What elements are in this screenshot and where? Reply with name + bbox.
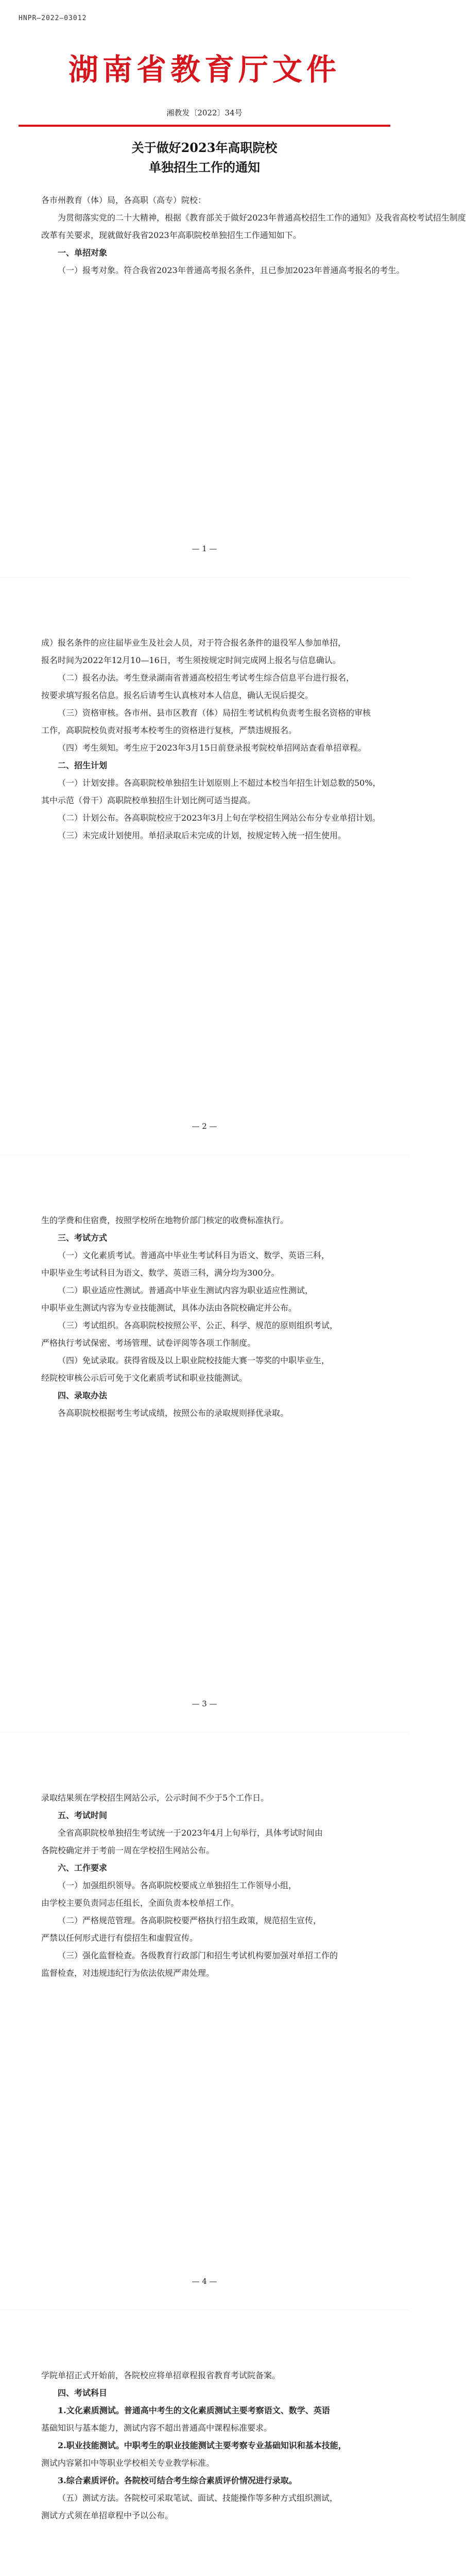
paragraph-line: 监督检查，对违规违纪行为依法依规严肃处理。: [41, 1968, 215, 1978]
paragraph-line: 改革有关要求，现就做好我省2023年高职院校单独招生工作通知如下。: [41, 230, 301, 240]
paragraph-line: 全省高职院校单独招生考试统一于2023年4月上旬举行，具体考试时间由: [58, 1828, 323, 1838]
document-page: [0, 577, 409, 1155]
paragraph-line: 其中示范（骨干）高职院校单独招生计划比例可适当提高。: [41, 795, 256, 805]
paragraph-line: 报名时间为2022年12月10—16日，考生须按规定时间完成网上报名与信息确认。: [41, 655, 341, 665]
section-heading: 三、考试方式: [58, 1233, 108, 1243]
paragraph-line: 测试方式须在单招章程中予以公布。: [41, 2511, 174, 2520]
document-page: [0, 1155, 409, 1732]
paragraph-line: 1.文化素质测试。普通高中考生的文化素质测试主要考察语文、数学、英语: [58, 2405, 330, 2415]
page-body: [41, 2367, 368, 2524]
section-heading: 四、考试科目: [58, 2388, 108, 2398]
red-divider-rule: [19, 125, 390, 127]
masthead-title: 湖南省教育厅文件: [68, 52, 340, 87]
paragraph-line: （二）计划公布。各高职院校应于2023年3月上旬在学校招生网站公布分专业单招计划。: [58, 813, 381, 823]
page-body: [41, 634, 381, 844]
document-page: [0, 0, 466, 577]
paragraph-line: （五）测试方法。各院校可采取笔试、面试、技能操作等多种方式组织测试，: [58, 2493, 338, 2503]
paragraph-line: 录取结果须在学校招生网站公示，公示时间不少于5个工作日。: [41, 1793, 269, 1803]
section-heading: 一、单招对象: [58, 248, 108, 258]
paragraph-line: 严格执行考试保密、考场管理、试卷评阅等各项工作制度。: [41, 1338, 256, 1348]
paragraph-line: （四）考生须知。考生应于2023年3月15日前登录报考院校单招网站查看单招章程。: [58, 743, 367, 753]
paragraph-line: 经院校审核公示后可免于文化素质考试和职业技能测试。: [41, 1373, 248, 1383]
page-number: — 4 —: [192, 2277, 217, 2286]
paragraph-line: 学院单招正式开始前，各院校应将单招章程报省教育考试院备案。: [41, 2370, 281, 2380]
section-heading: 四、录取办法: [58, 1391, 108, 1400]
paragraph-line: 按要求填写报名信息。报名后请考生认真核对本人信息，确认无误后提交。: [41, 690, 314, 700]
section-heading: 二、招生计划: [58, 760, 108, 770]
paragraph-line: （三）未完成计划使用。单招录取后未完成的计划，按规定转入统一招生使用。: [58, 831, 347, 840]
paragraph-line: 生的学费和住宿费，按照学校所在地物价部门核定的收费标准执行。: [41, 1215, 289, 1225]
paragraph-line: 工作，高职院校负责对报考本校考生的资格进行复核，严禁违规报名。: [41, 725, 297, 735]
paragraph-line: 为贯彻落实党的二十大精神，根据《教育部关于做好2023年普通高校招生工作的通知》及我省高校考试招生制度: [58, 213, 466, 223]
document-title-line: 关于做好2023年高职院校: [131, 140, 278, 155]
paragraph-line: （三）资格审核。各市州、县市区教育（体）局招生考试机构负责考生报名资格的审核: [58, 708, 371, 718]
page-number: — 3 —: [192, 1699, 217, 1708]
paragraph-line: 测试内容紧扣中等职业学校相关专业教学标准。: [41, 2458, 215, 2468]
paragraph-line: 基础知识与基本能力，测试内容不超出普通高中课程标准要求。: [41, 2423, 272, 2433]
document-id: HNPR—2022—03012: [19, 14, 87, 22]
paragraph-line: （一）计划安排。各高职院校单独招生计划原则上不超过本校当年招生计划总数的50%，: [58, 778, 381, 788]
document-number: 湘教发〔2022〕34号: [166, 108, 243, 117]
paragraph-line: （二）职业适应性测试。普通高中毕业生测试内容为职业适应性测试，: [58, 1285, 314, 1295]
paragraph-line: （四）免试录取。获得省级及以上职业院校技能大赛一等奖的中职毕业生，: [58, 1355, 330, 1365]
paragraph-line: 中职毕业生测试内容为专业技能测试，具体办法由各院校确定并公布。: [41, 1303, 297, 1313]
paragraph-line: （二）报名办法。考生登录湖南省普通高校招生考试考生综合信息平台进行报名，: [58, 673, 355, 683]
document-page: [0, 2310, 409, 2576]
paragraph-line: 各高职院校根据考生考试成绩，按照公布的录取规则择优录取。: [58, 1408, 289, 1418]
document-page: [0, 1732, 409, 2310]
paragraph-line: 成）报名条件的应往届毕业生及社会人员，对于符合报名条件的退役军人参加单招，: [41, 638, 347, 648]
paragraph-line: （一）加强组织领导。各高职院校要成立单独招生工作领导小组，: [58, 1880, 297, 1890]
paragraph-line: 2.职业技能测试。中职考生的职业技能测试主要考察专业基础知识和基本技能，: [58, 2441, 347, 2450]
section-heading: 五、考试时间: [58, 1810, 108, 1820]
document-title: [0, 138, 409, 177]
page-body: [41, 1212, 368, 1422]
page-number: — 1 —: [192, 544, 217, 553]
paragraph-line: （三）考试组织。各高职院校按照公平、公正、科学、规范的原则组织考试，: [58, 1320, 338, 1330]
page-body: [41, 192, 466, 279]
paragraph-line: 中职毕业生考试科目为语文、数学、英语三科，满分均为300分。: [41, 1268, 280, 1278]
paragraph-line: （三）强化监督检查。各级教育行政部门和招生考试机构要加强对单招工作的: [58, 1951, 338, 1960]
section-heading: 六、工作要求: [58, 1863, 108, 1873]
paragraph-line: 由学校主要负责同志任组长，全面负责本校单招工作。: [41, 1898, 239, 1908]
paragraph-line: 各市州教育（体）局，各高职（高专）院校：: [41, 195, 206, 205]
paragraph-line: 3.综合素质评价。各院校可结合考生综合素质评价情况进行录取。: [58, 2476, 297, 2485]
paragraph-line: 各院校确定并于考前一周在学校招生网站公布。: [41, 1845, 215, 1855]
paragraph-line: 严禁以任何形式进行有偿招生和虚假宣传。: [41, 1933, 198, 1943]
page-number: — 2 —: [192, 1122, 217, 1131]
paragraph-line: （一）文化素质考试。普通高中毕业生考试科目为语文、数学、英语三科，: [58, 1250, 330, 1260]
document-title-line: 单独招生工作的通知: [149, 160, 260, 175]
paragraph-line: （一）报考对象。符合我省2023年普通高考报名条件，且已参加2023年普通高考报名的考生。: [58, 265, 405, 275]
page-body: [41, 1789, 368, 1982]
paragraph-line: （二）严格规范管理。各高职院校要严格执行招生政策，规范招生宣传，: [58, 1916, 322, 1925]
